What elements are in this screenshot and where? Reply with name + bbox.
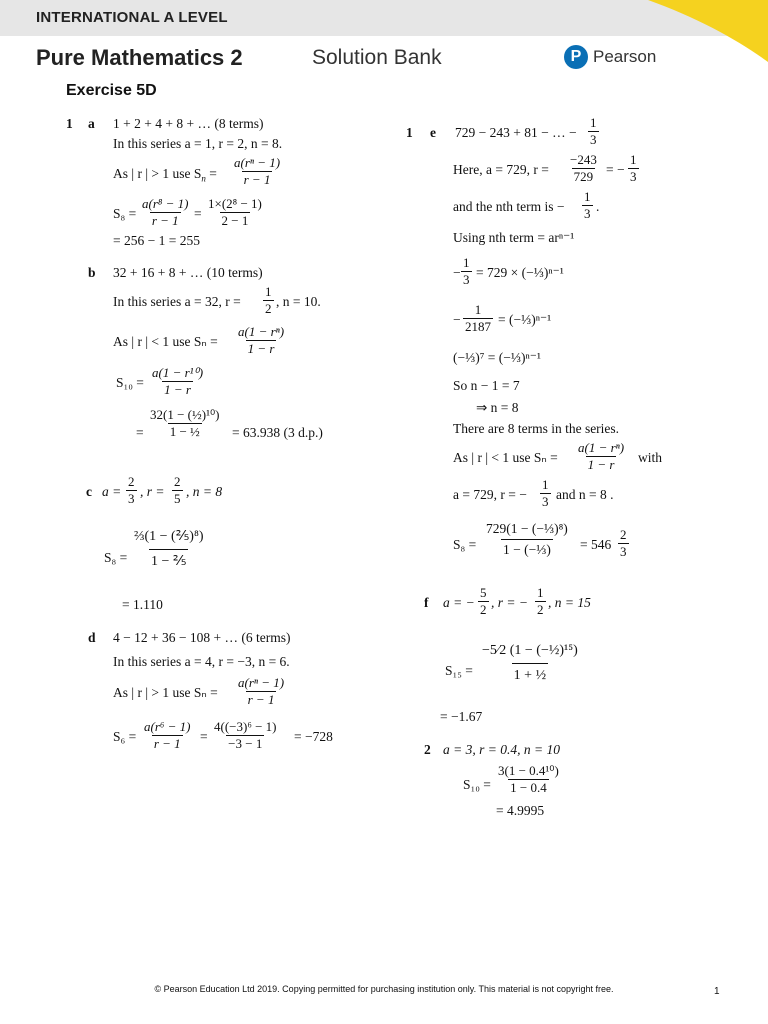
q1c-r-label: , r =: [140, 484, 165, 499]
pearson-logo-text: Pearson: [593, 47, 657, 66]
q1d-series: 4 − 12 + 36 − 108 + … (6 terms): [113, 630, 291, 645]
q1e-nth-fraction: 1 3: [584, 189, 591, 221]
q1b-equals: =: [136, 425, 144, 440]
q1e-big-fraction: 729(1 − (−⅓)⁸) 1 − (−⅓): [486, 521, 568, 557]
q1b-fraction-1: a(1 − r¹⁰) 1 − r: [152, 365, 204, 397]
q1e-step1-rhs: = 729 × (−⅓)ⁿ⁻¹: [476, 265, 564, 280]
q1f-r-fraction: 1 2: [537, 585, 544, 617]
q1e-step2-minus: −: [453, 312, 461, 327]
question-number-2: 2: [424, 742, 431, 757]
q1b-result: = 63.938 (3 d.p.): [232, 425, 323, 440]
q1e-as-with: with: [638, 450, 663, 465]
part-label-b: b: [88, 265, 96, 280]
part-label-a: a: [88, 116, 95, 131]
q1c-n-label: , n = 8: [186, 484, 223, 499]
q1f-s15-label: S₁₅ =: [445, 663, 473, 678]
q1c-a-label: a =: [102, 484, 122, 499]
q1b-series: 32 + 16 + 8 + … (10 terms): [113, 265, 263, 280]
q1c-result: = 1.110: [122, 597, 163, 612]
q1f-result: = −1.67: [440, 709, 483, 724]
q1c-s8-label: S₈ =: [104, 550, 128, 565]
q1e-step2-fraction: 1 2187: [465, 302, 491, 334]
q1e-as-fraction: a(1 − rⁿ) 1 − r: [578, 440, 625, 472]
q2-line1: a = 3, r = 0.4, n = 10: [443, 742, 560, 757]
q1f-a-label: a = −: [443, 595, 475, 610]
q1b-line1-a: In this series a = 32, r =: [113, 294, 241, 309]
q1a-line1: In this series a = 1, r = 2, n = 8.: [113, 136, 283, 151]
q1b-line2: As | r | < 1 use Sₙ =: [113, 334, 218, 349]
part-label-f: f: [424, 595, 429, 610]
q1f-big-fraction: −5⁄2 (1 − (−½)¹⁵) 1 + ½: [480, 640, 580, 687]
q1d-fraction-2: 4((−3)⁶ − 1) −3 − 1: [214, 719, 277, 751]
q1e-ratio-result: 1 3: [630, 152, 637, 184]
q2-s10-label: S₁₀ =: [463, 777, 491, 792]
q1b-line1-b: , n = 10.: [276, 294, 321, 309]
q1e-series: 729 − 243 + 81 − … −: [455, 125, 577, 140]
q1e-as-line: As | r | < 1 use Sₙ =: [453, 450, 558, 465]
question-number-e: 1: [406, 125, 413, 140]
q1e-step5: ⇒ n = 8: [476, 400, 519, 415]
q1e-ratio-fraction: −243 729: [570, 152, 597, 184]
q1a-series: 1 + 2 + 4 + 8 + … (8 terms): [113, 116, 264, 131]
q1b-fraction-2: 32(1 − (½)¹⁰) 1 − ½: [150, 407, 220, 439]
q1e-step1-fraction: 1 3: [463, 255, 470, 287]
q1e-values-b: and n = 8 .: [556, 487, 614, 502]
q1e-values-a: a = 729, r = −: [453, 487, 527, 502]
q1c-a-fraction: 2 3: [128, 474, 135, 506]
q1e-series-fraction: 1 3: [590, 115, 597, 147]
page-number: 1: [714, 986, 720, 997]
q1f-n-label: , n = 15: [548, 595, 591, 610]
q1e-step2-rhs: = (−⅓)ⁿ⁻¹: [498, 312, 552, 327]
q1e-result-fraction: 2 3: [620, 527, 627, 559]
q1e-terms: There are 8 terms in the series.: [453, 421, 620, 436]
q1e-result: = 546: [580, 537, 612, 552]
q1e-here: Here, a = 729, r =: [453, 162, 549, 177]
q1e-using: Using nth term = arⁿ⁻¹: [453, 230, 575, 245]
q1a-s8-label: S₈ =: [113, 206, 137, 221]
q1d-line2: As | r | > 1 use Sₙ =: [113, 685, 218, 700]
q1d-fraction-1: a(r⁶ − 1) r − 1: [144, 719, 191, 751]
q1d-formula-fraction: a(rⁿ − 1) r − 1: [238, 675, 285, 707]
q1a-fraction-1: a(r⁸ − 1) r − 1: [142, 196, 189, 228]
q1e-s8-label: S₈ =: [453, 537, 477, 552]
q1b-half-fraction: 1 2: [265, 284, 272, 316]
q1f-a-fraction: 5 2: [480, 585, 487, 617]
q1d-s6-label: S₆ =: [113, 729, 137, 744]
q1e-nth-line: and the nth term is −: [453, 199, 565, 214]
part-label-d: d: [88, 630, 96, 645]
q1e-nth-dot: .: [596, 199, 600, 214]
q1a-equals: =: [194, 206, 202, 221]
q1b-formula-fraction: a(1 − rⁿ) 1 − r: [238, 324, 285, 356]
q1d-equals: =: [200, 729, 208, 744]
part-label-c: c: [86, 484, 92, 499]
exercise-heading: Exercise 5D: [66, 82, 157, 99]
copyright-footer: © Pearson Education Ltd 2019. Copying permitted for purchasing institution only. This material is not copyright free.: [154, 984, 614, 994]
page-subtitle: Solution Bank: [312, 46, 442, 69]
q1e-ratio-eq: = −: [606, 162, 625, 177]
q1a-formula-fraction: a(rⁿ − 1) r − 1: [234, 155, 281, 187]
pearson-logo: [564, 45, 656, 69]
q1e-values-fraction: 1 3: [542, 477, 549, 509]
q2-fraction: 3(1 − 0.4¹⁰) 1 − 0.4: [498, 763, 559, 795]
q1f-r-label: , r = −: [491, 595, 528, 610]
q1a-fraction-2: 1×(2⁸ − 1) 2 − 1: [208, 196, 262, 228]
question-number: 1: [66, 116, 73, 131]
pearson-logo-icon: P: [564, 45, 588, 69]
q1a-line2: As | r | > 1 use $S_n$ =: [113, 166, 217, 184]
q1e-step4: So n − 1 = 7: [453, 378, 520, 393]
q1b-s10-label: S₁₀ =: [116, 375, 144, 390]
page-title: Pure Mathematics 2: [36, 45, 243, 70]
q1c-r-fraction: 2 5: [174, 474, 181, 506]
q1d-line1: In this series a = 4, r = −3, n = 6.: [113, 654, 290, 669]
q1e-step1-minus: −: [453, 265, 461, 280]
q1d-result: = −728: [294, 729, 333, 744]
q1c-big-fraction: ⅔(1 − (⅖)⁸) 1 − ⅖: [132, 526, 206, 573]
q1e-step3: (−⅓)⁷ = (−⅓)ⁿ⁻¹: [453, 350, 541, 365]
series-label: INTERNATIONAL A LEVEL: [36, 9, 228, 26]
part-label-e: e: [430, 125, 436, 140]
q1a-result: = 256 − 1 = 255: [113, 233, 200, 248]
q2-result: = 4.9995: [496, 803, 545, 818]
